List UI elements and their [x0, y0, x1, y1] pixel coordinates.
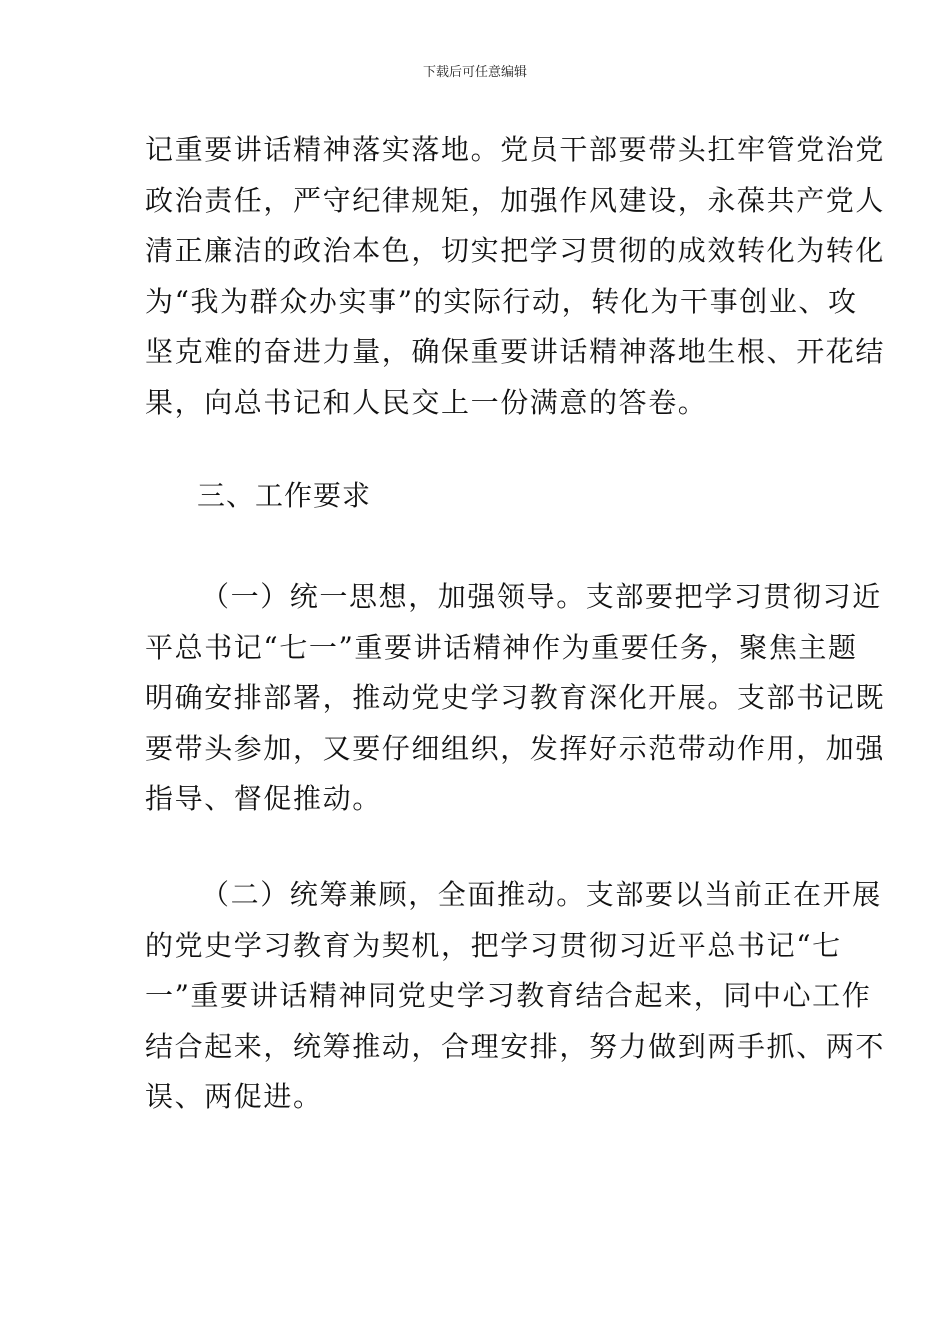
- paragraph-1-line: 记重要讲话精神落实落地。党员干部要带头扛牢管党治党: [145, 133, 886, 166]
- paragraph-2-line: 平总书记“七一”重要讲话精神作为重要任务，聚焦主题: [145, 630, 858, 664]
- paragraph-2-line: （一）统一思想，加强领导。支部要把学习贯彻习近: [201, 580, 882, 613]
- paragraph-3-line: 一”重要讲话精神同党史学习教育结合起来，同中心工作: [145, 979, 872, 1012]
- paragraph-2-line: 明确安排部署，推动党史学习教育深化开展。支部书记既: [145, 681, 886, 714]
- page-header: 下载后可任意编辑: [422, 65, 527, 80]
- paragraph-1-line: 坚克难的奋进力量，确保重要讲话精神落地生根、开花结: [145, 335, 886, 368]
- paragraph-1-line: 政治责任，严守纪律规矩，加强作风建设，永葆共产党人: [145, 183, 886, 217]
- paragraph-3-line: （二）统筹兼顾，全面推动。支部要以当前正在开展: [201, 878, 882, 911]
- paragraph-2: [145, 572, 886, 825]
- paragraph-3-line: 结合起来，统筹推动，合理安排，努力做到两手抓、两不: [145, 1029, 886, 1063]
- paragraph-2-line: 要带头参加，又要仔细组织，发挥好示范带动作用，加强: [145, 731, 886, 765]
- paragraph-2-line: 指导、督促推动。: [145, 782, 382, 815]
- paragraph-1-line: 为“我为群众办实事”的实际行动，转化为干事创业、攻: [145, 284, 858, 318]
- paragraph-1-line: 果，向总书记和人民交上一份满意的答卷。: [145, 385, 708, 419]
- paragraph-1-line: 清正廉洁的政治本色，切实把学习贯彻的成效转化为转化: [145, 234, 886, 267]
- paragraph-3-line: 误、两促进。: [145, 1080, 323, 1113]
- section-heading: 三、工作要求: [197, 479, 372, 512]
- paragraph-1: [145, 125, 886, 428]
- paragraph-3-line: 的党史学习教育为契机，把学习贯彻习近平总书记“七: [145, 928, 842, 962]
- paragraph-3: [145, 870, 886, 1123]
